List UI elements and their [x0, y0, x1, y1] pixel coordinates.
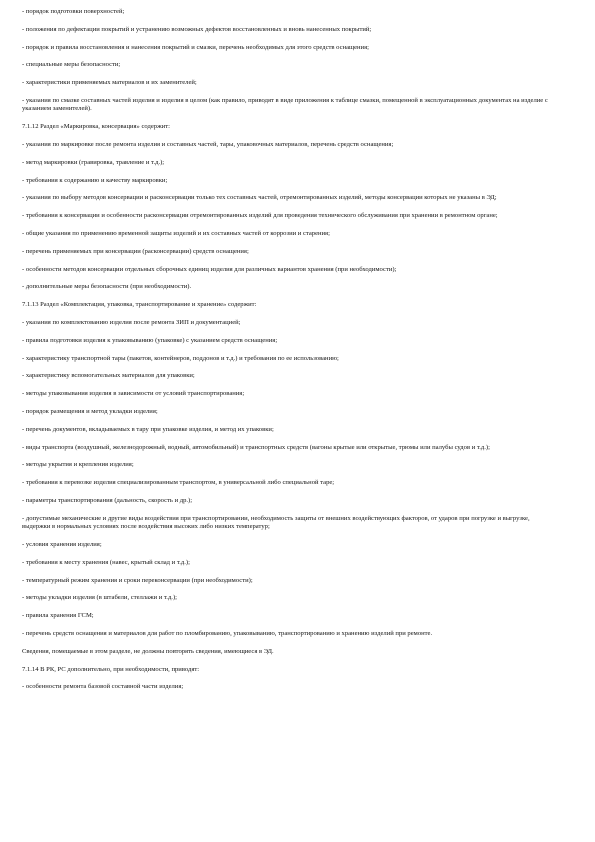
document-page: [22, 8, 550, 692]
list-item-base-part-repair: - особенности ремонта базовой составной части изделия;: [22, 683, 184, 691]
list-item-storage-conditions: - условия хранения изделия;: [22, 540, 102, 548]
list-item-placement: - порядок размещения и метод укладки изделия;: [22, 407, 158, 415]
section-heading-7-1-13: 7.1.13 Раздел «Комплектация, упаковка, транспортирование и хранение» содержит:: [22, 301, 257, 309]
list-item-safety: - специальные меры безопасности;: [22, 61, 121, 69]
section-heading-7-1-14: 7.1.14 В РК, РС дополнительно, при необходимости, приводят:: [22, 665, 200, 673]
list-item-aux-materials: - характеристику вспомогательных материалов для упаковки;: [22, 372, 195, 380]
note-no-repeat: Сведения, помещаемые в этом разделе, не должны повторять сведения, имеющиеся в ЭД.: [22, 647, 274, 655]
list-item-completion: - указания по комплектованию изделия после ремонта ЗИП и документацией;: [22, 318, 241, 326]
list-item-stacking: - методы укладки изделия (в штабели, стеллажи и т.д.);: [22, 594, 177, 602]
list-item-covering: - методы укрытия и крепления изделия;: [22, 461, 134, 469]
list-item-coating-rules: - порядок и правила восстановления и нанесения покрытий и смазки, перечень необходимых для этого средств оснащения;: [22, 43, 369, 51]
list-item-preservation-features: - особенности методов консервации отдельных сборочных единиц изделия для различных вариантов хранения (при необходимости);: [22, 265, 397, 273]
section-heading-7-1-12: 7.1.12 Раздел «Маркировка, консервация» содержит:: [22, 123, 170, 131]
list-item-coating-defects: - положения по дефектации покрытий и устранению возможных дефектов восстановленных и вновь нанесенных покрытий;: [22, 25, 372, 33]
list-item-transport-container: - характеристику транспортной тары (пакетов, контейнеров, поддонов и т.д.) и требования по ее использованию;: [22, 354, 339, 362]
list-item-surface-prep: - порядок подготовки поверхностей;: [22, 8, 125, 15]
list-item-mechanical-impact: - допустимые механические и другие виды воздействия при транспортировании, необходимость защиты от внешних воздействующих факторов, от ударов при погрузке и выгрузке, выдержки в нормальных условиях после воздействия высоких либо низких температур;: [22, 514, 530, 531]
list-item-marking-method: - метод маркировки (гравировка, травление и т.д.);: [22, 158, 165, 166]
list-item-marking: - указания по маркировке после ремонта изделия и составных частей, тары, упаковочных материалов, перечень средств оснащения;: [22, 140, 394, 148]
list-item-fuel-storage: - правила хранения ГСМ;: [22, 612, 94, 620]
list-item-preservation-equipment: - перечень применяемых при консервации (расконсервации) средств оснащения;: [22, 247, 249, 255]
list-item-temperature: - температурный режим хранения и сроки переконсервации (при необходимости);: [22, 576, 253, 584]
list-item-extra-safety: - дополнительные меры безопасности (при необходимости).: [22, 283, 192, 291]
list-item-marking-quality: - требования к содержанию и качеству маркировки;: [22, 176, 168, 184]
list-item-preservation-choice: - указания по выбору методов консервации и расконсервации только тех составных частей, отремонтированных изделий, методы консервации которых не указаны в ЭД;: [22, 194, 497, 202]
list-item-corrosion-protection: - общие указания по применению временной защиты изделий и их составных частей от коррозии и старения;: [22, 229, 330, 237]
list-item-preservation-requirements: - требования к консервации и особенности расконсервации отремонтированных изделий для проведения технического обслуживания при хранении в ремонтном органе;: [22, 212, 498, 220]
list-item-transport-types: - виды транспорта (воздушный, железнодорожный, водный, автомобильный) и транспортных средств (вагоны крытые или открытые, трюмы или палубы судов и т.д.);: [22, 443, 490, 451]
list-item-sealing-equipment: - перечень средств оснащения и материалов для работ по пломбированию, упаковыванию, транспортированию и хранению изделий при ремонте.: [22, 629, 433, 637]
list-item-storage-place: - требования к месту хранения (навес, крытый склад и т.д.);: [22, 558, 190, 566]
list-item-lubrication: - указания по смазке составных частей изделия и изделия в целом (как правило, приводят в виде приложения к таблице смазки, помещенной в эксплуатационных документах на изделие с указанием заменителей).: [22, 96, 548, 113]
list-item-packing-prep: - правила подготовки изделия к упаковыванию (упаковке) с указанием средств оснащения;: [22, 336, 278, 344]
list-item-materials: - характеристики применяемых материалов и их заменителей;: [22, 79, 197, 87]
list-item-documents: - перечень документов, вкладываемых в тару при упаковке изделия, и метод их упаковки;: [22, 425, 274, 433]
list-item-special-transport: - требования к перевозке изделия специализированным транспортом, в универсальной либо специальной таре;: [22, 479, 335, 487]
list-item-transport-params: - параметры транспортирования (дальность, скорость и др.);: [22, 496, 193, 504]
list-item-packing-methods: - методы упаковывания изделия в зависимости от условий транспортирования;: [22, 390, 245, 398]
